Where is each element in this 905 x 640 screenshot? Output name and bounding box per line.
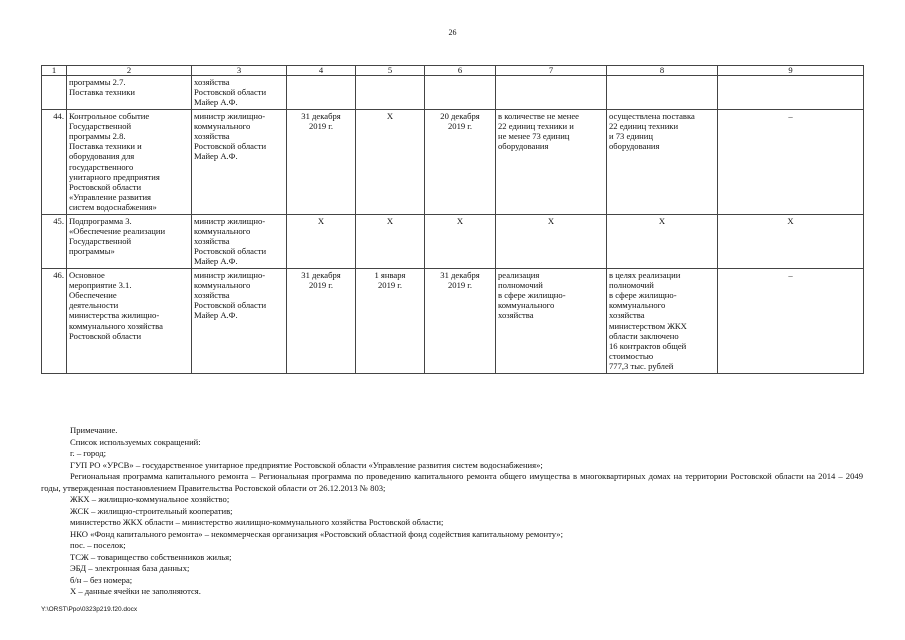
actual-start-date: Х	[356, 109, 425, 214]
actual-start-date: 1 января 2019 г.	[356, 268, 425, 373]
actual-end-date: 20 декабря 2019 г.	[425, 109, 496, 214]
responsible-person: министр жилищно- коммунального хозяйства Ростовской области Майер А.Ф.	[192, 268, 287, 373]
actual-start-date: Х	[356, 214, 425, 268]
row-number: 44.	[42, 109, 67, 214]
note-item: г. – город;	[70, 448, 107, 458]
column-header: 3	[192, 66, 287, 76]
event-name: Подпрограмма 3. «Обеспечение реализации Государственной программы»	[67, 214, 192, 268]
column-header: 9	[718, 66, 864, 76]
actual-result	[607, 76, 718, 110]
deviation-reason: –	[718, 109, 864, 214]
planned-result: Х	[496, 214, 607, 268]
report-table	[41, 65, 864, 374]
column-header: 1	[42, 66, 67, 76]
actual-result: Х	[607, 214, 718, 268]
actual-start-date	[356, 76, 425, 110]
note-item: ЖСК – жилищно-строительный кооператив;	[70, 505, 233, 516]
file-path: Y:\ORST\Ppo\0323p219.f20.docx	[41, 606, 138, 613]
planned-result: реализация полномочий в сфере жилищно- коммунального хозяйства	[496, 268, 607, 373]
event-name: программы 2.7. Поставка техники	[67, 76, 192, 110]
actual-result: в целях реализации полномочий в сфере жилищно- коммунального хозяйства министерством ЖКХ области заключено 16 контрактов общей стоимостью 777,3 тыс. рублей	[607, 268, 718, 373]
notes-section	[41, 425, 863, 598]
row-number: 46.	[42, 268, 67, 373]
responsible-person: министр жилищно- коммунального хозяйства Ростовской области Майер А.Ф.	[192, 109, 287, 214]
table-header-row	[42, 66, 864, 76]
column-header: 5	[356, 66, 425, 76]
column-header: 2	[67, 66, 192, 76]
deviation-reason: Х	[718, 214, 864, 268]
column-header: 7	[496, 66, 607, 76]
note-item: ЭБД – электронная база данных;	[70, 563, 190, 573]
row-number	[42, 76, 67, 110]
table-row	[42, 76, 864, 110]
note-item: б/н – без номера;	[70, 574, 133, 585]
note-item: ЖКХ – жилищно-коммунальное хозяйство;	[70, 494, 230, 504]
actual-end-date	[425, 76, 496, 110]
column-header: 8	[607, 66, 718, 76]
planned-result: в количестве не менее 22 единиц техники и не менее 73 единиц оборудования	[496, 109, 607, 214]
page-number: 26	[448, 28, 457, 37]
planned-result	[496, 76, 607, 110]
table-row	[42, 268, 864, 373]
planned-date: 31 декабря 2019 г.	[287, 268, 356, 373]
note-item: ТСЖ – товарищество собственников жилья;	[70, 551, 232, 562]
note-item: НКО «Фонд капитального ремонта» – некоммерческая организация «Ростовский областной фонд содействия капитальному ремонту»;	[70, 528, 563, 539]
deviation-reason: –	[718, 268, 864, 373]
planned-date	[287, 76, 356, 110]
actual-end-date: 31 декабря 2019 г.	[425, 268, 496, 373]
planned-date: 31 декабря 2019 г.	[287, 109, 356, 214]
responsible-person: министр жилищно- коммунального хозяйства Ростовской области Майер А.Ф.	[192, 214, 287, 268]
table-row	[42, 214, 864, 268]
planned-date: Х	[287, 214, 356, 268]
event-name: Основное мероприятие 3.1. Обеспечение деятельности министерства жилищно- коммунального хозяйства Ростовской области	[67, 268, 192, 373]
event-name: Контрольное событие Государственной программы 2.8. Поставка техники и оборудования для государственного унитарного предприятия Ростовской области «Управление развития систем водоснабжения»	[67, 109, 192, 214]
column-header: 4	[287, 66, 356, 76]
column-header: 6	[425, 66, 496, 76]
notes-title: Примечание.	[70, 425, 118, 435]
note-item: ГУП РО «УРСВ» – государственное унитарное предприятие Ростовской области «Управление развития систем водоснабжения»;	[70, 459, 543, 470]
note-item: пос. – поселок;	[70, 540, 126, 550]
table-row	[42, 109, 864, 214]
note-item: Региональная программа капитального ремонта – Региональная программа по проведению капитального ремонта общего имущества в многоквартирных домах на территории Ростовской области на 2014 – 2049 годы, утвержденная постановлением Правительства Ростовской области от 26.12.2013 № 803;	[41, 471, 863, 493]
row-number: 45.	[42, 214, 67, 268]
notes-intro: Список используемых сокращений:	[70, 436, 201, 447]
note-item: Х – данные ячейки не заполняются.	[70, 586, 201, 596]
actual-end-date: Х	[425, 214, 496, 268]
actual-result: осуществлена поставка 22 единиц техники и 73 единиц оборудования	[607, 109, 718, 214]
deviation-reason	[718, 76, 864, 110]
responsible-person: хозяйства Ростовской области Майер А.Ф.	[192, 76, 287, 110]
note-item: министерство ЖКХ области – министерство жилищно-коммунального хозяйства Ростовской области;	[70, 517, 444, 527]
